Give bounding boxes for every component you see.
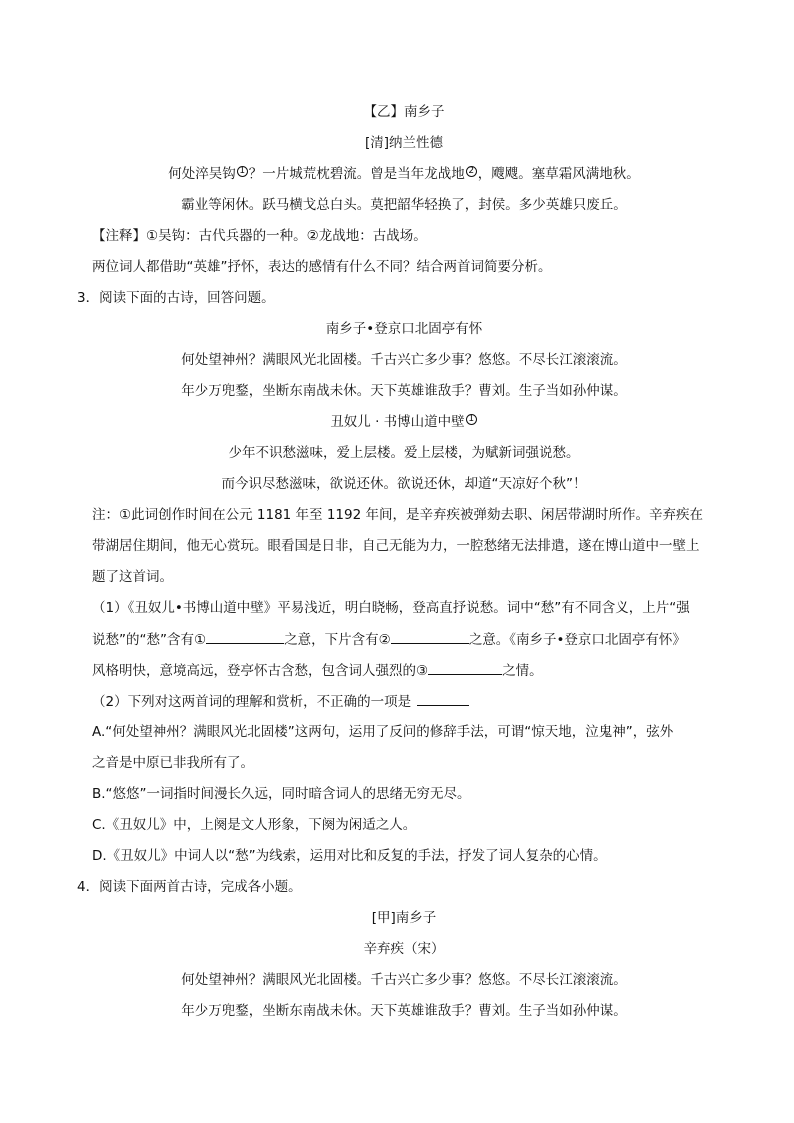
footnote-marker: 1 — [237, 166, 248, 177]
sub-question-2 — [92, 691, 716, 712]
poem-line: 何处望神州？满眼风光北固楼。千古兴亡多少事？悠悠。不尽长江滚滚流。 — [181, 972, 627, 988]
poem-title — [92, 412, 716, 432]
annotation: 【注释】①吴钩：古代兵器的一种。②龙战地：古战场。 — [92, 228, 427, 244]
option-d: D.《丑奴儿》中词人以“愁”为线索，运用对比和反复的手法，抒发了词人复杂的心情。 — [92, 848, 607, 864]
poem-line: 年少万兜鍪，坐断东南战未休。天下英雄谁敌手？曹刘。生子当如孙仲谋。 — [181, 1003, 627, 1019]
poem-line: 霸业等闲休。跃马横戈总白头。莫把韶华轻换了，封侯。多少英雄只废丘。 — [181, 197, 627, 213]
poem-author-jia: 辛弃疾（宋） — [363, 941, 445, 957]
question-heading-4: 4．阅读下面两首古诗，完成各小题。 — [77, 879, 302, 895]
poem-line-text: ，飕飕。塞草霜风满地秋。 — [477, 166, 640, 182]
answer-blank-3[interactable] — [428, 660, 502, 675]
footnote-marker: 1 — [466, 414, 477, 425]
question-text: 之意，下片含有② — [284, 632, 391, 648]
poem-line-text: 何处淬吴钩 — [168, 166, 236, 182]
option-a-cont: 之音是中原已非我所有了。 — [92, 755, 254, 771]
note-text: 题了这首词。 — [92, 569, 173, 585]
question-text: 两位词人都借助“英雄”抒怀，表达的感情有什么不同？结合两首词简要分析。 — [92, 259, 552, 275]
sub-question-1-blanks — [92, 629, 716, 650]
poem-line — [92, 164, 716, 184]
answer-blank-2[interactable] — [391, 629, 469, 644]
question-text: 之情。 — [502, 663, 543, 679]
answer-blank-1[interactable] — [206, 629, 284, 644]
question-text: （2）下列对这两首词的理解和赏析，不正确的一项是 — [92, 694, 412, 710]
poem-title-yi: 【乙】南乡子 — [363, 104, 445, 120]
question-text: 之意。《南乡子•登京口北固亭有怀》 — [468, 632, 686, 648]
footnote-marker: 2 — [466, 166, 477, 177]
poem-line: 而今识尽愁滋味，欲说还休。欲说还休，却道“天凉好个秋”！ — [221, 476, 587, 492]
option-c: C.《丑奴儿》中，上阕是文人形象，下阕为闲适之人。 — [92, 817, 417, 833]
poem-line: 年少万兜鍪，坐断东南战未休。天下英雄谁敌手？曹刘。生子当如孙仲谋。 — [181, 383, 627, 399]
poem-title-jia: [甲]南乡子 — [371, 910, 437, 926]
option-b: B.“悠悠”一词指时间漫长久远，同时暗含词人的思绪无穷无尽。 — [92, 786, 471, 802]
poem-author-yi: [清]纳兰性德 — [364, 135, 444, 151]
poem-line-text: ？一片城荒枕碧流。曾是当年龙战地 — [248, 166, 465, 182]
sub-question-1-blanks — [92, 660, 716, 681]
question-text: 风格明快，意境高远，登亭怀古含愁，包含词人强烈的③ — [92, 663, 429, 679]
poem-line: 少年不识愁滋味，爱上层楼。爱上层楼，为赋新词强说愁。 — [228, 445, 580, 461]
note-text: 带湖居住期间，他无心赏玩。眼看国是日非，自己无能为力，一腔愁绪无法排遣，遂在博山道中一壁上 — [92, 538, 700, 554]
question-text: 说愁”的“愁”含有① — [92, 632, 207, 648]
sub-question-1: （1）《丑奴儿•书博山道中壁》平易浅近，明白晓畅，登高直抒说愁。词中“愁”有不同含义，上片“强 — [92, 600, 690, 616]
poem-title-text: 丑奴儿 · 书博山道中壁 — [330, 414, 465, 430]
question-heading-3: 3．阅读下面的古诗，回答问题。 — [77, 290, 275, 306]
poem-line: 何处望神州？满眼风光北固楼。千古兴亡多少事？悠悠。不尽长江滚滚流。 — [181, 352, 627, 368]
poem-title: 南乡子•登京口北固亭有怀 — [325, 321, 483, 337]
option-a: A.“何处望神州？满眼风光北固楼”这两句，运用了反问的修辞手法，可谓“惊天地，泣鬼神”，弦外 — [92, 724, 674, 740]
note-text: 注：①此词创作时间在公元 1181 年至 1192 年间，是辛弃疾被弹劾去职、闲居带湖时所作。辛弃疾在 — [92, 507, 703, 523]
answer-blank-choice[interactable] — [417, 691, 469, 706]
